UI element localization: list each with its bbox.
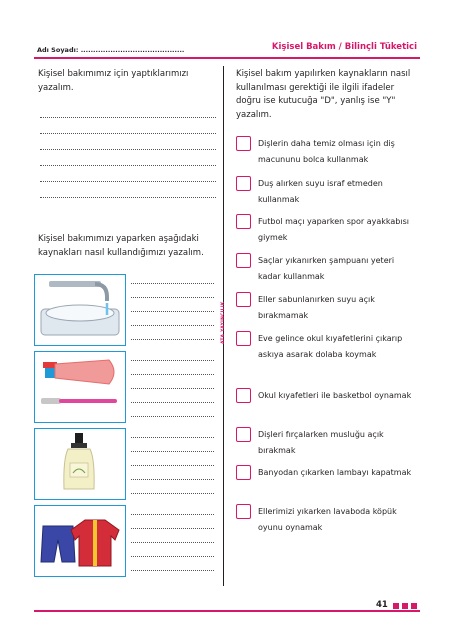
page-title: Kişisel Bakım / Bilinçli Tüketici (271, 42, 417, 52)
answer-line[interactable] (131, 283, 214, 284)
answer-line[interactable] (131, 339, 214, 340)
answer-line[interactable] (131, 297, 214, 298)
publisher-side-label (221, 270, 235, 350)
left-prompt-2: Kişisel bakımımızı yaparken aşağıdaki kaynakları nasıl kullandığımızı yazalım. (38, 234, 204, 258)
answer-line[interactable] (131, 556, 214, 557)
answer-checkbox[interactable] (236, 331, 251, 346)
footer-divider (34, 610, 420, 612)
answer-checkbox[interactable] (236, 292, 251, 307)
toothpaste-toothbrush-icon (34, 351, 126, 423)
publisher-name: ATA YAYINCILIK (221, 301, 226, 344)
answer-line[interactable] (40, 133, 216, 134)
answer-line[interactable] (131, 416, 214, 417)
name-label: Adı Soyadı: .......................................... (37, 46, 185, 54)
answer-line[interactable] (131, 360, 214, 361)
statement-text: Duş alırken suyu israf etmeden kullanmak (258, 179, 383, 204)
answer-line[interactable] (40, 117, 216, 118)
answer-line[interactable] (131, 402, 214, 403)
answer-checkbox[interactable] (236, 388, 251, 403)
sink-faucet-icon (34, 274, 126, 346)
answer-line[interactable] (131, 514, 214, 515)
answer-line[interactable] (40, 181, 216, 182)
answer-line[interactable] (131, 311, 214, 312)
answer-checkbox[interactable] (236, 136, 251, 151)
answer-line[interactable] (131, 451, 214, 452)
statement-text: Okul kıyafetleri ile basketbol oynamak (258, 391, 412, 400)
statement-text: Dişlerin daha temiz olması için diş macununu bolca kullanmak (258, 139, 395, 164)
answer-line[interactable] (40, 197, 216, 198)
answer-checkbox[interactable] (236, 253, 251, 268)
answer-line[interactable] (131, 493, 214, 494)
decor-square (393, 603, 399, 609)
answer-line[interactable] (40, 149, 216, 150)
decor-square (402, 603, 408, 609)
answer-line[interactable] (131, 542, 214, 543)
header-divider (34, 57, 420, 59)
answer-line[interactable] (40, 165, 216, 166)
statement-text: Futbol maçı yaparken spor ayakkabısı giymek (258, 217, 409, 242)
page-number: 41 (376, 600, 388, 610)
answer-line[interactable] (131, 325, 214, 326)
left-prompt-1: Kişisel bakımımız için yaptıklarımızı yazalım. (38, 69, 189, 93)
answer-checkbox[interactable] (236, 504, 251, 519)
right-prompt: Kişisel bakım yapılırken kaynakların nasıl kullanılması gerektiği ile ilgili ifadeler doğru ise kutucuğa "D", yanlış ise "Y" yazalım. (236, 69, 411, 120)
statement-text: Dişleri fırçalarken musluğu açık bırakmak (258, 430, 384, 455)
shampoo-bottle-icon (34, 428, 126, 500)
statement-text: Ellerimizi yıkarken lavaboda köpük oyunu oynamak (258, 507, 397, 532)
statement-text: Saçlar yıkanırken şampuanı yeteri kadar kullanmak (258, 256, 395, 281)
decor-square (411, 603, 417, 609)
answer-line[interactable] (131, 528, 214, 529)
answer-checkbox[interactable] (236, 465, 251, 480)
answer-line[interactable] (131, 479, 214, 480)
statement-text: Banyodan çıkarken lambayı kapatmak (258, 468, 412, 477)
answer-line[interactable] (131, 388, 214, 389)
answer-checkbox[interactable] (236, 427, 251, 442)
statement-text: Eller sabunlanırken suyu açık bırakmamak (258, 295, 375, 320)
clothes-icon (34, 505, 126, 577)
statement-text: Eve gelince okul kıyafetlerini çıkarıp askıya asarak dolaba koymak (258, 334, 403, 359)
answer-line[interactable] (131, 570, 214, 571)
answer-checkbox[interactable] (236, 214, 251, 229)
answer-line[interactable] (131, 465, 214, 466)
answer-line[interactable] (131, 374, 214, 375)
answer-checkbox[interactable] (236, 176, 251, 191)
answer-line[interactable] (131, 437, 214, 438)
